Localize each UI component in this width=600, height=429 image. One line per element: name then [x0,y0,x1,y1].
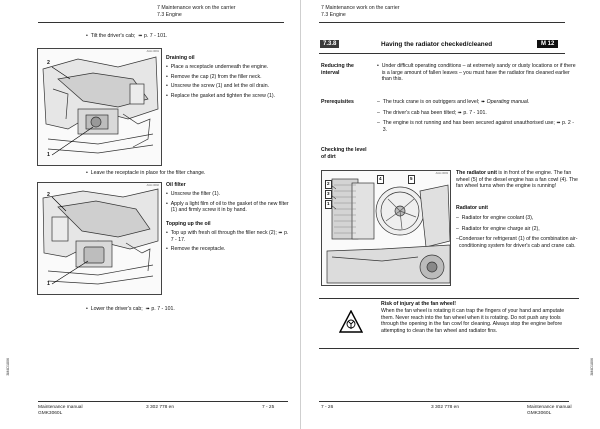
oil-filter-steps: • Unscrew the filter (1). • Apply a light film of oil to the gasket of the new filter (1) and firmly screw it in by hand. [166,191,289,214]
side-code: 3M4D1806 [6,358,10,376]
header-chapter: 7 Maintenance work on the carrier [321,5,400,11]
bullet: • [166,191,171,197]
bullet: • [166,73,171,80]
ref-arrow-icon: ➠ [144,306,152,312]
draining-oil-steps: • Place a receptacle underneath the engine. • Remove the cap (2) from the filler neck. • Unscrew the screw (1) and let the oil drain. • Replace the gasket and tighten the screw (1). [166,64,276,99]
page-ref: p. 7 - 101. [144,33,168,39]
bullet: • [166,230,171,236]
bullet: • [86,33,91,39]
prerequisites-label: Prerequisites [321,99,354,105]
section-title: Having the radiator checked/cleaned [381,41,493,48]
radiator-unit-figure [321,170,451,286]
bullet: • [377,63,382,69]
bullet: • [166,246,171,253]
callout-2: 2 [47,60,50,66]
topping-up-title: Topping up the oil [166,221,211,227]
footer-doc-number: 3 302 778 en [431,405,460,410]
section-rule [319,53,565,54]
engine-drawing [38,49,162,166]
callout-1: 1 [47,152,50,158]
ref-arrow-icon: ➠ [556,120,561,127]
radiator-intro: The radiator unit is in front of the engine. The fan wheel (5) of the diesel engine has a fan cowl (4). The fan wheel turns when the engine is running! [456,170,578,190]
header-rule [38,22,284,23]
radiator-unit-title: Radiator unit [456,205,488,211]
footer-page-number: 7 - 26 [321,405,334,410]
section-number: 7.3.8 [320,40,339,48]
maintenance-interval-badge: M 12 [537,40,558,48]
callout-4: 4 [377,175,384,184]
page-ref: p. 7 - 101. [151,306,175,312]
footer-doc-number: 3 302 778 en [146,405,175,410]
ref-arrow-icon: ➠ [136,33,145,39]
figure-id: AGIJ-0091 [146,50,159,53]
ref-arrow-icon: ➠ [278,230,283,236]
callout-3: 3 [325,190,332,199]
oil-filter-title: Oil filter [166,182,186,188]
side-code: 3M4D1806 [590,358,594,376]
lower-cab-step: • Lower the driver's cab; ➠ p. 7 - 101. [86,306,175,312]
page-ref: p. 2 - 3. [382,120,574,133]
footer-manual: Maintenance manual GMK3060L [527,405,572,416]
bullet: • [166,92,171,99]
bullet: • [86,170,91,176]
right-header [321,5,399,19]
footer-rule [319,401,569,402]
leave-receptacle-step: • Leave the receptacle in place for the filter change. [86,170,206,176]
callout-5: 5 [408,175,415,184]
bullet: • [86,306,91,312]
callout-1: 1 [325,200,332,209]
callout-2: 2 [47,192,50,198]
footer-page-number: 7 - 25 [262,405,275,410]
oil-filter-figure [37,182,162,295]
header-section: 7.3 Engine [321,12,346,18]
checking-dirt-label: Checking the level of dirt [321,147,367,160]
header-section: 7.3 Engine [157,12,182,18]
hand-injury-warning-icon [339,310,363,334]
footer-manual: Maintenance manual GMK3060L [38,405,83,416]
engine-oil-drain-figure [37,48,162,166]
draining-oil-title: Draining oil [166,55,195,61]
figure-id: AGIJ-0093 [435,172,448,175]
oil-filter-drawing [38,183,162,295]
radiator-unit-list: – Radiator for engine coolant (3), – Radiator for engine charge air (2), – Condenser for refrigerant (1) of the combination air-conditioning system for driver's cab and crane cab. [456,215,578,249]
page-ref: p. 7 - 17. [170,230,289,243]
header-rule [319,22,565,23]
warning-top-rule [319,298,579,299]
reducing-interval-text: • Under difficult operating conditions – at extremely sandy or dusty locations or if there is a large amount of fallen leaves – you must have the radiator fins cleaned earlier than this. [377,63,576,83]
ref-arrow-icon: ➠ [457,109,462,116]
figure-id: AGIJ-0092 [146,184,159,187]
header-chapter: 7 Maintenance work on the carrier [157,5,236,11]
footer-rule [38,401,288,402]
prerequisites-list: – The truck crane is on outriggers and level; ➠ Operating manual. – The driver's cab has been tilted; ➠ p. 7 - 101. – The engine is not running and has been secured against unauthorised use; ➠ p. 2 - 3. [377,99,574,133]
callout-2: 2 [325,180,332,189]
radiator-drawing [322,171,451,286]
operating-manual-ref: Operating manual. [486,99,530,105]
warning-title: Risk of injury at the fan wheel! [381,301,456,307]
page-ref: p. 7 - 101. [463,109,487,116]
topping-up-steps: • Top up with fresh oil through the filler neck (2); ➠ p. 7 - 17. • Remove the receptacle. [166,230,289,253]
bullet: • [166,83,171,90]
callout-1: 1 [47,281,50,287]
right-page [300,0,600,429]
ref-arrow-icon: ➠ [480,99,486,105]
left-header [157,5,235,19]
warning-bottom-rule [319,348,579,349]
warning-text: When the fan wheel is rotating it can trap the fingers of your hand and amputate them. Never reach into the fan wheel when it is rotating. Do not push any tools through the opening in the fan cowl for cleaning. Always stop the engine before attempting to clean the fan wheel and radiator fins. [381,308,565,334]
reducing-interval-label: Reducing the interval [321,63,354,76]
tilt-cab-step: • Tilt the driver's cab; ➠ p. 7 - 101. [86,33,168,39]
bullet: • [166,200,171,207]
bullet: • [166,64,171,70]
